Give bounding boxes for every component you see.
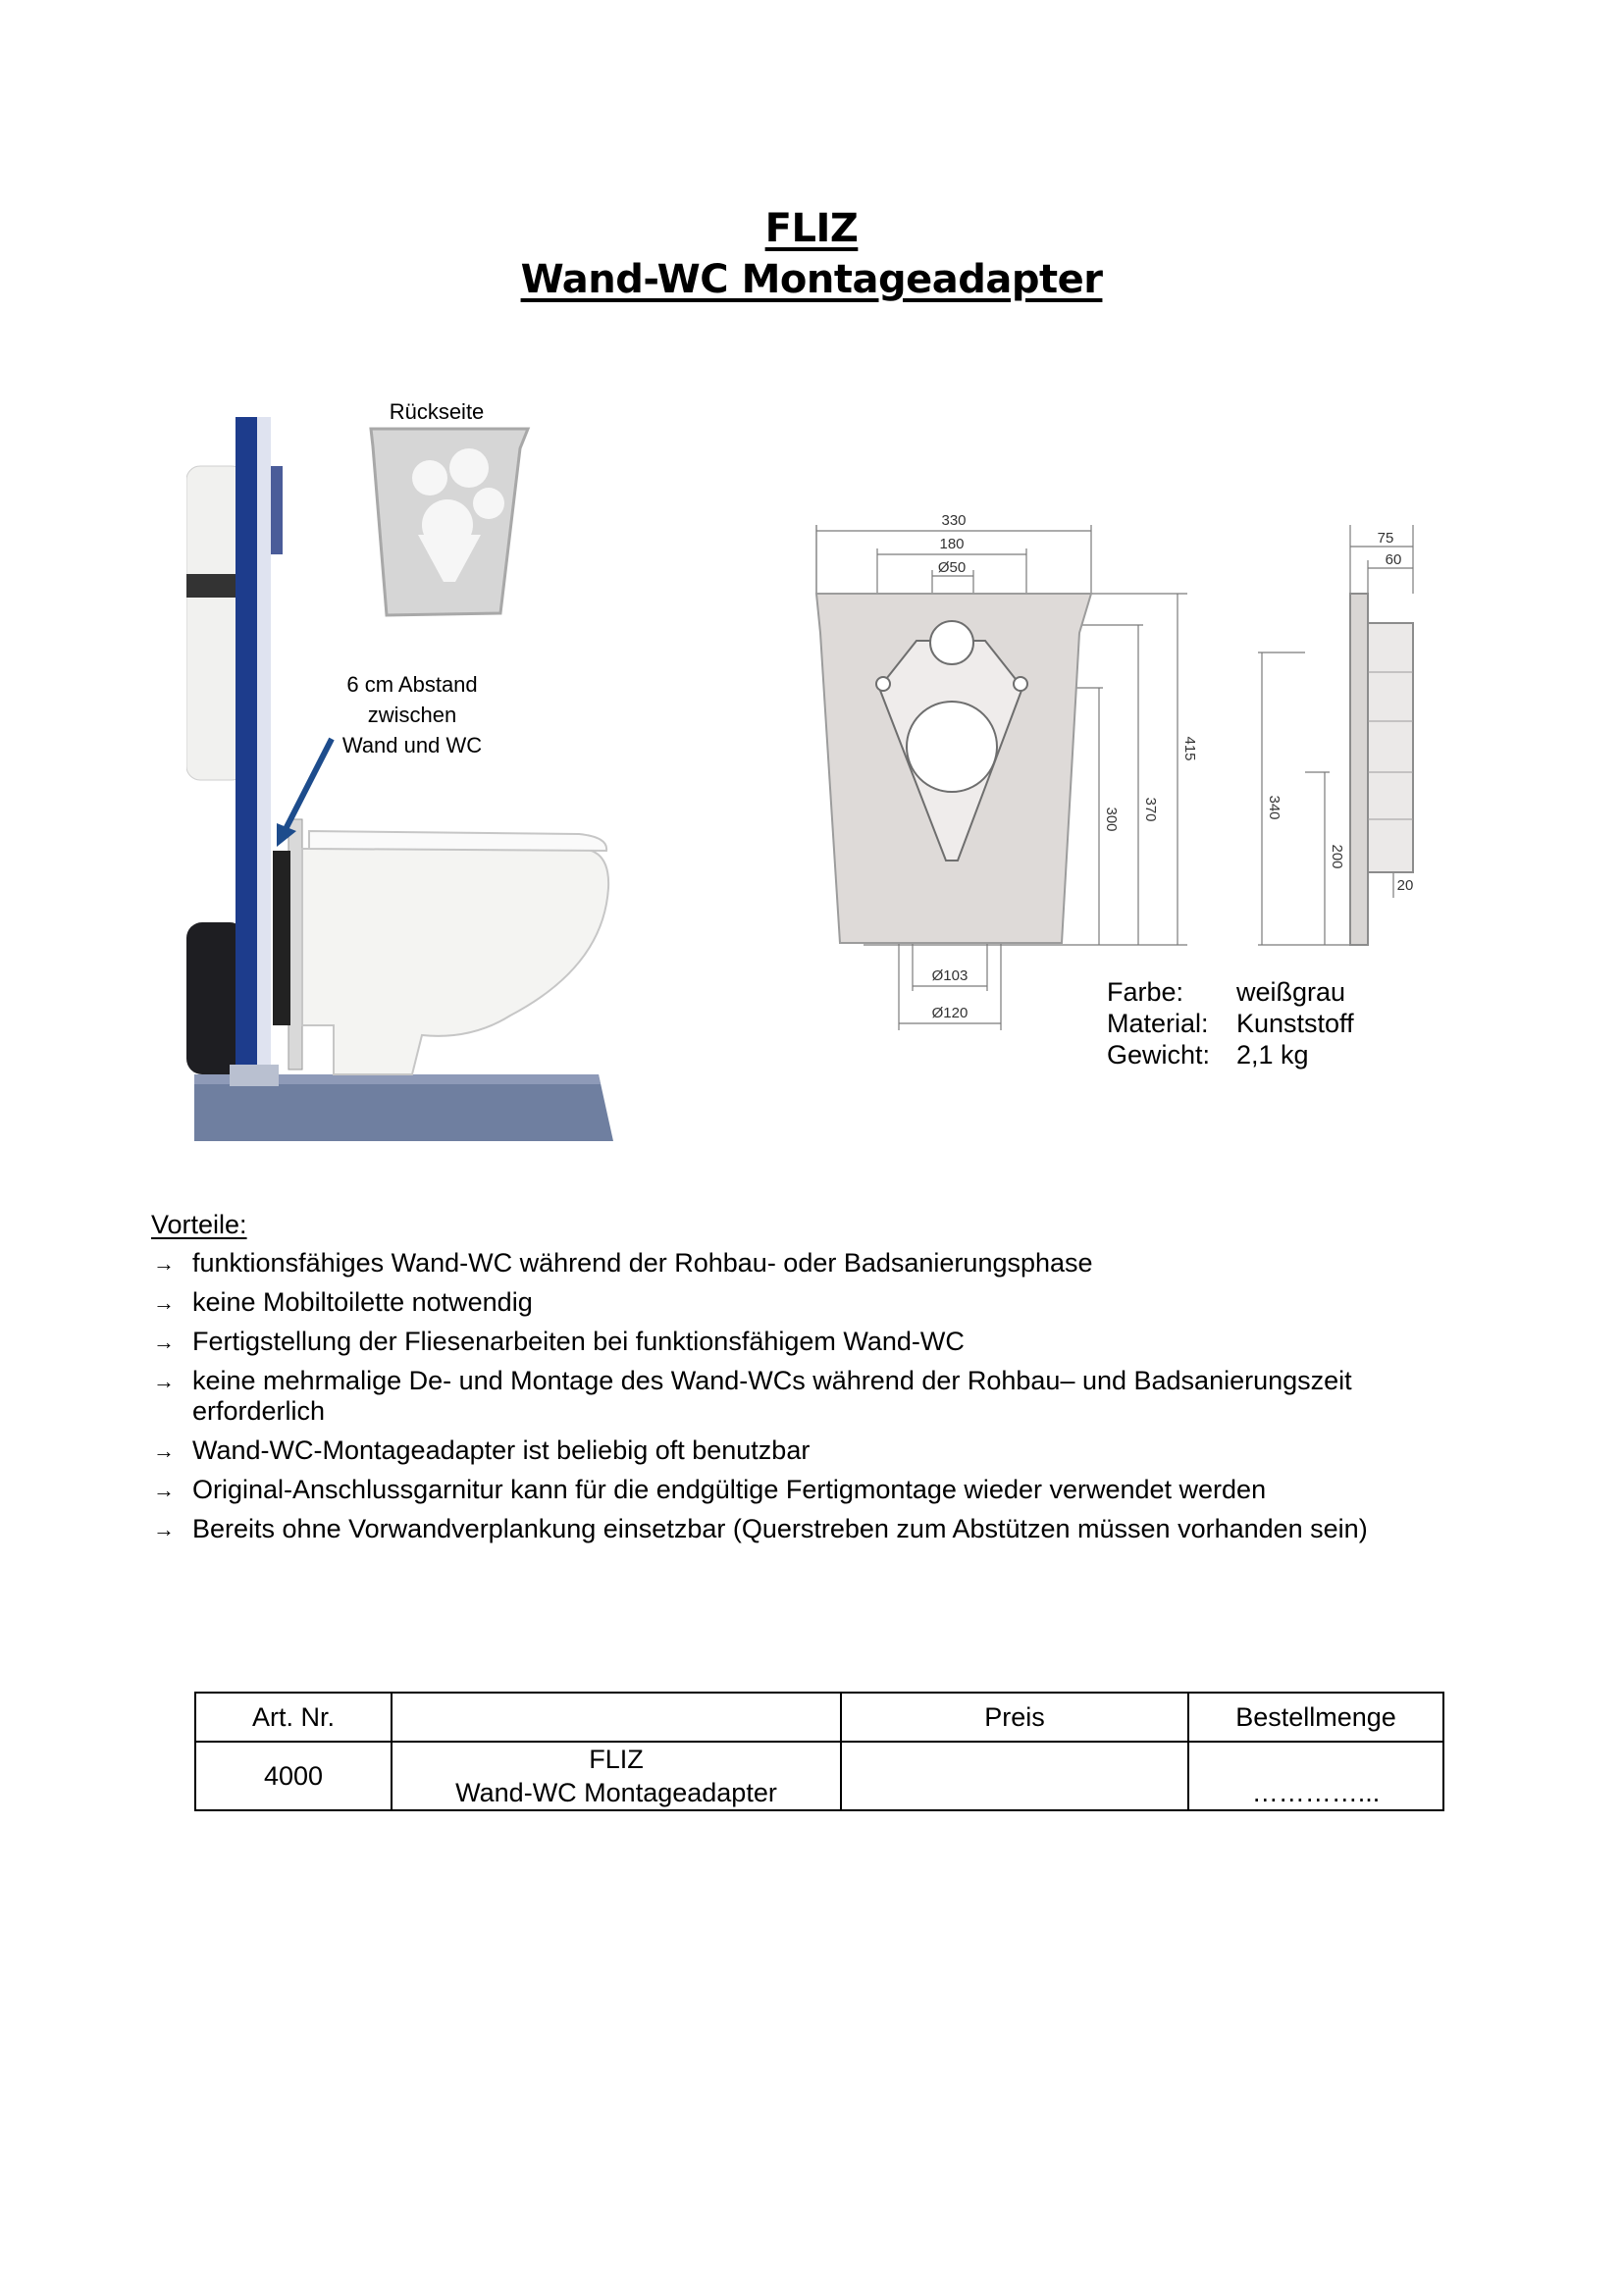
adapter-plate [288, 819, 302, 1070]
list-item: → Original-Anschlussgarnitur kann für die endgültige Fertigmontage wieder verwendet werden [153, 1475, 1267, 1504]
cell-description [392, 1742, 841, 1810]
cell-price[interactable] [841, 1742, 1188, 1810]
dim-370: 370 [1142, 797, 1159, 822]
header-quantity: Bestellmenge [1188, 1693, 1443, 1742]
arrow-icon: → [153, 1369, 175, 1393]
spec-label: Farbe: [1107, 977, 1184, 1007]
dim-d120: Ø120 [931, 1005, 969, 1021]
table-row [195, 1742, 1443, 1810]
arrow-icon: → [153, 1478, 175, 1502]
list-item: → keine Mobiltoilette notwendig [153, 1287, 533, 1317]
table-header-row [195, 1693, 1443, 1742]
cell-art-nr: 4000 [195, 1742, 392, 1810]
dim-d50: Ø50 [937, 559, 967, 576]
dim-340: 340 [1266, 795, 1283, 820]
dim-60: 60 [1385, 551, 1402, 568]
list-item: → Wand-WC-Montageadapter ist beliebig oft benutzbar [153, 1435, 811, 1465]
gap-label-line: zwischen [367, 703, 457, 727]
dim-75: 75 [1377, 530, 1394, 547]
spec-value: weißgrau [1236, 977, 1346, 1007]
arrow-icon: → [153, 1330, 175, 1354]
description-line: Wand-WC Montageadapter [455, 1778, 777, 1807]
mounting-frame [236, 417, 257, 1084]
dim-415: 415 [1181, 736, 1198, 761]
list-item: → keine mehrmalige De- und Montage des Wand-WCs während der Rohbau– und Badsanierungszeit erforderlich [153, 1366, 1352, 1426]
advantages-list [151, 1248, 1466, 1553]
back-side-label: Rückseite [389, 399, 485, 424]
dim-d103: Ø103 [931, 967, 969, 984]
advantages-heading: Vorteile: [151, 1210, 247, 1239]
arrow-icon: → [153, 1251, 175, 1276]
page-subtitle: Wand-WC Montageadapter [520, 257, 1103, 302]
spec-label: Material: [1107, 1009, 1209, 1038]
dim-20: 20 [1396, 877, 1414, 894]
arrow-icon: → [153, 1290, 175, 1315]
header-price: Preis [841, 1693, 1188, 1742]
gap-label-line: 6 cm Abstand [346, 672, 478, 697]
dim-180: 180 [939, 536, 965, 552]
spec-value: Kunststoff [1236, 1009, 1354, 1038]
spec-value: 2,1 kg [1236, 1040, 1309, 1070]
list-item: → funktionsfähiges Wand-WC während der Rohbau- oder Badsanierungsphase [153, 1248, 1093, 1278]
spec-label: Gewicht: [1107, 1040, 1211, 1070]
order-table [194, 1692, 1444, 1811]
adapter-back-image [371, 429, 528, 615]
wc-bowl [302, 849, 608, 1074]
cell-quantity[interactable]: …………... [1188, 1742, 1443, 1810]
page-title: FLIZ [764, 206, 859, 251]
product-photo [186, 388, 628, 1143]
gap-label [324, 669, 500, 760]
list-item: → Bereits ohne Vorwandverplankung einsetzbar (Querstreben zum Abstützen müssen vorhanden sein) [153, 1514, 1368, 1543]
dim-300: 300 [1103, 807, 1120, 832]
header-description [392, 1693, 841, 1742]
dim-200: 200 [1329, 844, 1345, 869]
technical-drawing [805, 496, 1433, 1045]
description-line: FLIZ [589, 1745, 644, 1774]
header-art-nr: Art. Nr. [195, 1693, 392, 1742]
dim-330: 330 [941, 512, 967, 529]
arrow-icon: → [153, 1517, 175, 1541]
gap-label-line: Wand und WC [341, 733, 483, 757]
list-item: → Fertigstellung der Fliesenarbeiten bei funktionsfähigem Wand-WC [153, 1327, 965, 1356]
arrow-icon: → [153, 1438, 175, 1463]
